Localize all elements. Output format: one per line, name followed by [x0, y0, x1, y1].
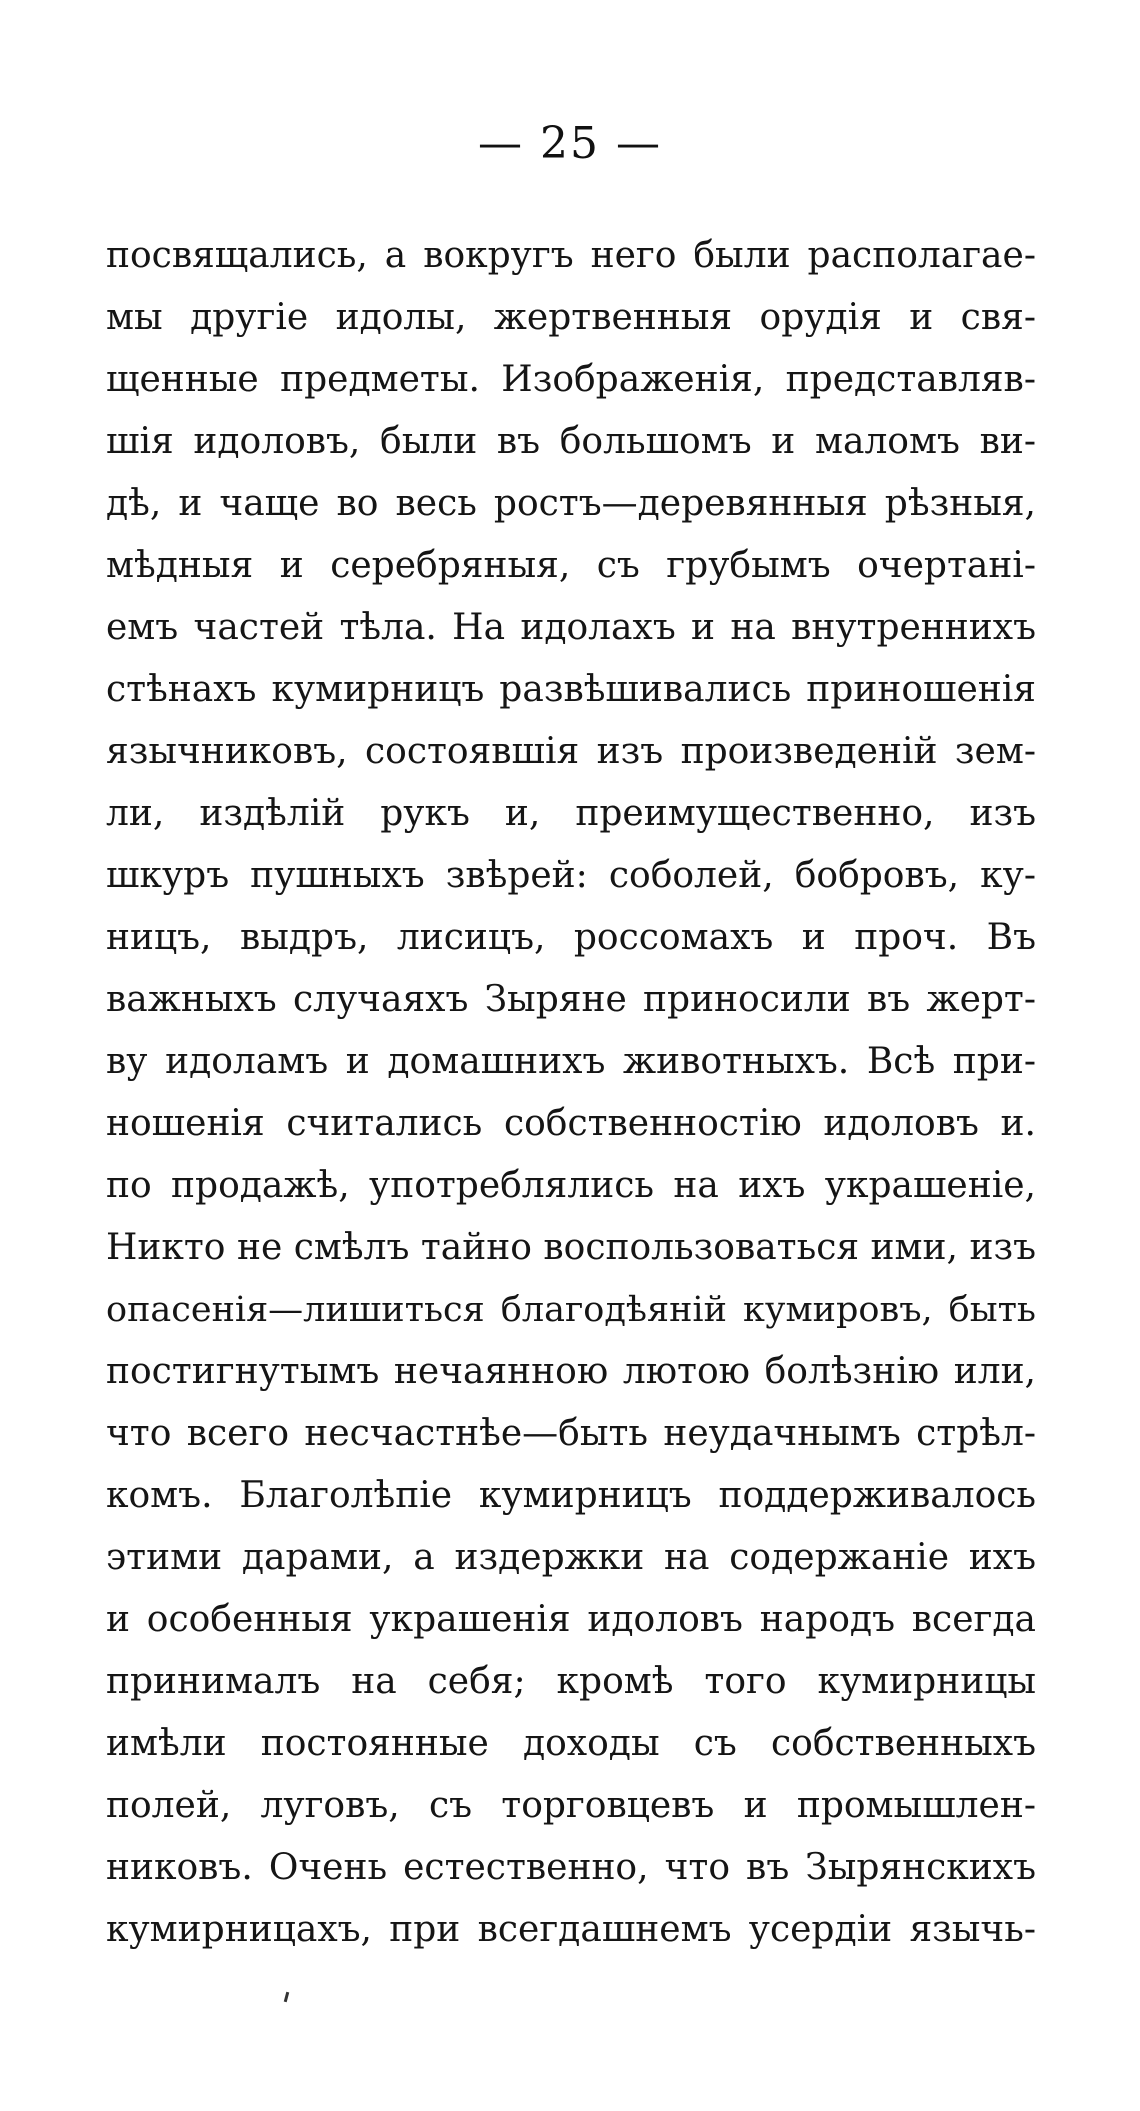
text-line: и особенныя украшенія идоловъ народъ всегда — [106, 1599, 1036, 1640]
text-line: язычниковъ, состоявшія изъ произведеній зем- — [106, 731, 1036, 772]
text-line: никовъ. Очень естественно, что въ Зырянскихъ — [106, 1847, 1036, 1888]
text-line: шкуръ пушныхъ звѣрей: соболей, бобровъ, ку- — [106, 855, 1036, 896]
text-line: ву идоламъ и домашнихъ животныхъ. Всѣ при- — [106, 1041, 1036, 1082]
text-line: щенные предметы. Изображенія, представляв- — [106, 359, 1036, 400]
text-line: принималъ на себя; кромѣ того кумирницы — [106, 1661, 1036, 1702]
text-line: стѣнахъ кумирницъ развѣшивались приношенія — [106, 669, 1036, 710]
text-line: ношенія считались собственностію идоловъ и. — [106, 1103, 1036, 1144]
text-line: опасенія—лишиться благодѣяній кумировъ, быть — [106, 1290, 1036, 1330]
page-number: — 25 — — [478, 118, 662, 169]
text-line: полей, луговъ, съ торговцевъ и промышлен- — [106, 1785, 1036, 1826]
text-line: комъ. Благолѣпіе кумирницъ поддерживалось — [106, 1475, 1036, 1516]
text-line: дѣ, и чаще во весь ростъ—деревянныя рѣзныя, — [106, 483, 1036, 524]
text-line: постигнутымъ нечаянною лютою болѣзнію или, — [106, 1351, 1036, 1392]
text-line: емъ частей тѣла. На идолахъ и на внутреннихъ — [106, 607, 1036, 648]
text-line: ли, издѣлій рукъ и, преимущественно, изъ — [106, 793, 1036, 834]
text-line: посвящались, а вокругъ него были располагае- — [106, 235, 1036, 276]
text-line: этими дарами, а издержки на содержаніе ихъ — [106, 1537, 1036, 1578]
text-line: кумирницахъ, при всегдашнемъ усердіи язычь- — [106, 1909, 1036, 1950]
text-line: имѣли постоянные доходы съ собственныхъ — [106, 1723, 1036, 1764]
text-line: Никто не смѣлъ тайно воспользоваться ими, изъ — [106, 1227, 1036, 1268]
text-line: ницъ, выдръ, лисицъ, россомахъ и проч. Въ — [106, 917, 1036, 958]
text-line: шія идоловъ, были въ большомъ и маломъ ви- — [106, 421, 1036, 462]
text-line: важныхъ случаяхъ Зыряне приносили въ жерт- — [106, 979, 1036, 1020]
ink-speck — [284, 1992, 289, 2002]
text-line: мы другіе идолы, жертвенныя орудія и свя- — [106, 297, 1036, 338]
text-line: мѣдныя и серебряныя, съ грубымъ очертані- — [106, 545, 1036, 586]
body-text — [106, 225, 1036, 1961]
text-line: что всего несчастнѣе—быть неудачнымъ стрѣл- — [106, 1413, 1036, 1454]
text-line: по продажѣ, употреблялись на ихъ украшеніе, — [106, 1165, 1036, 1206]
